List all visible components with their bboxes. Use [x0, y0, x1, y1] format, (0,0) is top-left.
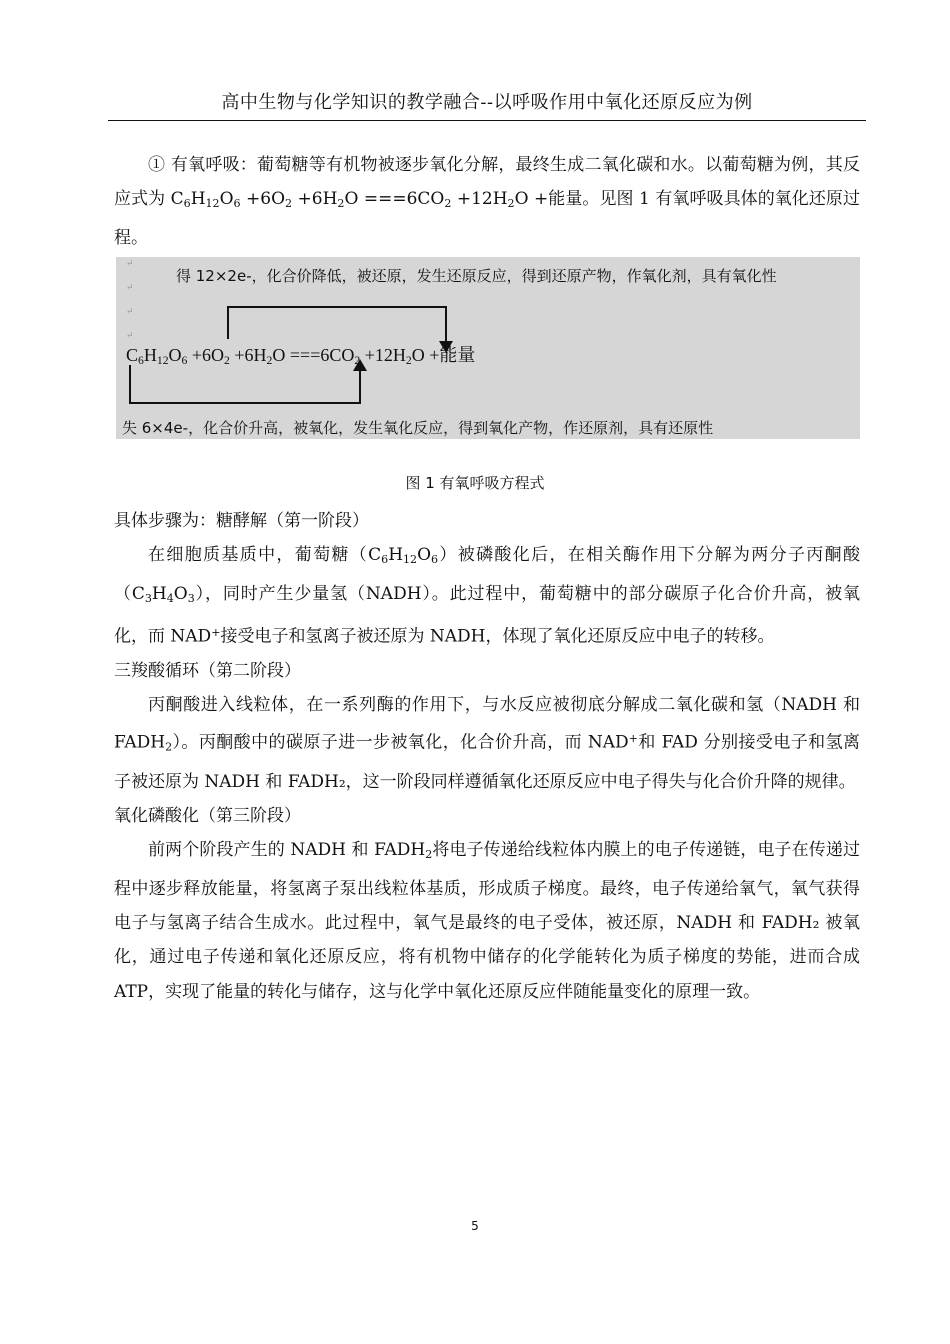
page-header — [108, 88, 866, 121]
page-number: 5 — [471, 1219, 479, 1233]
header-title: 高中生物与化学知识的教学融合--以呼吸作用中氧化还原反应为例 — [221, 92, 753, 113]
intro-paragraph: ① 有氧呼吸：葡萄糖等有机物被逐步氧化分解，最终生成二氧化碳和水。以葡萄糖为例，其反应式为 $C_6H_{12}O_6 +6O_2 +6H_2O ===6CO_2 +12H_2O$ +能量。见图 1 有氧呼吸具体的氧化还原过程。 — [114, 155, 860, 249]
figure-caption: 图 1 有氧呼吸方程式 — [405, 474, 545, 492]
paragraph-mark: ↵ — [126, 331, 134, 341]
electron-loss-label: 失 6×4e-，化合价升高，被氧化，发生氧化反应，得到氧化产物，作还原剂，具有还原性 — [122, 419, 714, 437]
paragraph-mark: ↵ — [126, 307, 134, 317]
electron-gain-label: 得 12×2e-，化合价降低，被还原，发生还原反应，得到还原产物，作氧化剂，具有氧化性 — [176, 267, 777, 285]
stage1-title: 具体步骤为：糖酵解（第一阶段） — [114, 511, 369, 531]
stage3-title: 氧化磷酸化（第三阶段） — [114, 805, 301, 826]
reaction-figure — [116, 257, 860, 439]
reaction-equation: $C_6H_{12}O_6 +6O_2 +6H_2O ===6CO_2 +12H_2O$ +能量 — [126, 345, 476, 367]
stage2-title: 三羧酸循环（第二阶段） — [114, 660, 301, 681]
stage1-paragraph: 在细胞质基质中，葡萄糖$(C_6H_{12}O_6)$被磷酸化后，在相关酶作用下分解为两分子丙酮酸$(C_3H_4O_3)$，同时产生少量氢（NADH）。此过程中，葡萄糖中的部分碳原子化合价升高，被氧化，而 NAD+接受电子和氢离子被还原为 NADH，体现了氧化还原反应中电子的转移。 — [114, 545, 860, 647]
paragraph-mark: ↵ — [126, 259, 134, 269]
stage2-paragraph: 丙酮酸进入线粒体，在一系列酶的作用下，与水反应被彻底分解成二氧化碳和氢（NADH 和 $FADH_2$）。丙酮酸中的碳原子进一步被氧化，化合价升高，而 NAD+和 FAD 分别接受电子和氢离子被还原为 NADH 和 FADH₂，这一阶段同样遵循氧化还原反应中电子得失与化合价升降的规律。 — [114, 695, 860, 792]
steps-section — [114, 504, 860, 1009]
stage3-paragraph: 前两个阶段产生的 NADH 和 $FADH_2$将电子传递给线粒体内膜上的电子传递链，电子在传递过程中逐步释放能量，将氢离子泵出线粒体基质，形成质子梯度。最终，电子传递给氧气，氧气获得电子与氢离子结合生成水。此过程中，氧气是最终的电子受体，被还原，NADH 和 FADH₂ 被氧化，通过电子传递和氧化还原反应，将有机物中储存的化学能转化为质子梯度的势能，进而合成 ATP，实现了能量的转化与储存，这与化学中氧化还原反应伴随能量变化的原理一致。 — [114, 840, 860, 1002]
paragraph-mark: ↵ — [126, 283, 134, 293]
loss-arrow-line — [130, 365, 360, 403]
